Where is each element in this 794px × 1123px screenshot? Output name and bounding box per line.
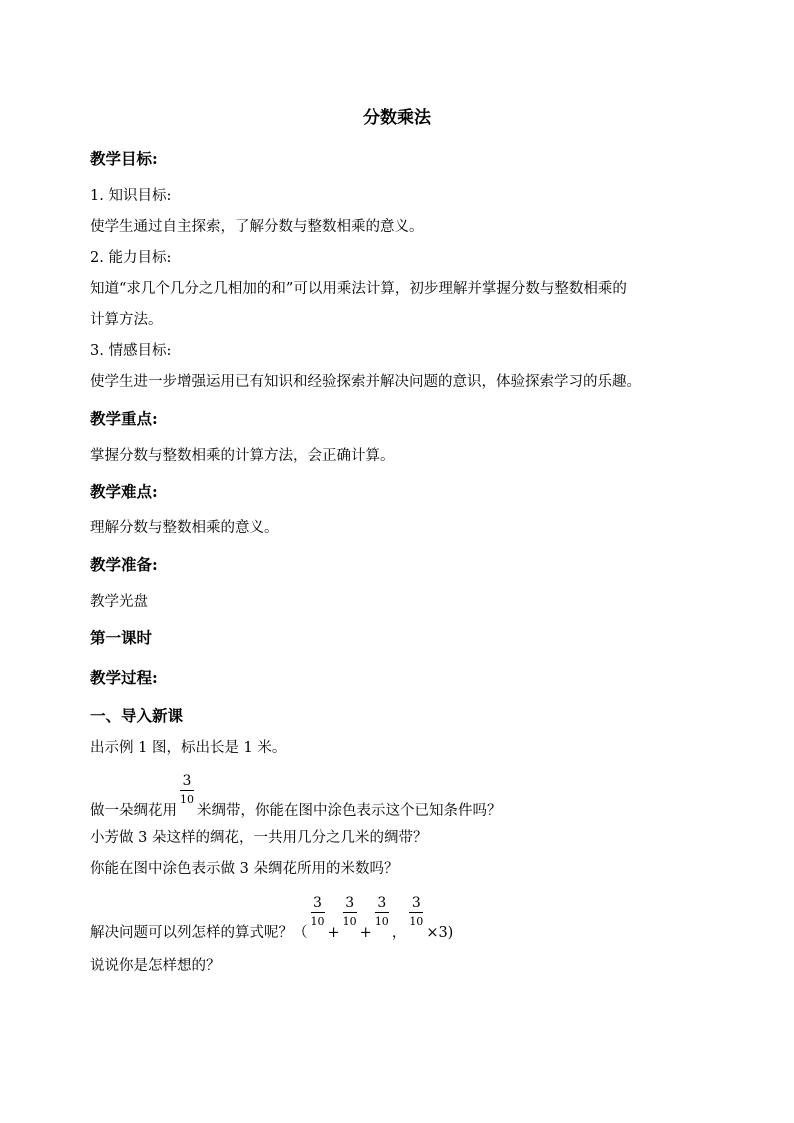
document-title: 分数乘法 bbox=[363, 108, 431, 128]
goal2-label: 2. 能力目标: bbox=[90, 250, 172, 266]
paragraph-4: 你能在图中涂色表示做 3 朵绸花所用的米数吗？ bbox=[90, 861, 399, 877]
paragraph-3: 小芳做 3 朵这样的绸花，一共用几分之几米的绸带？ bbox=[90, 830, 428, 846]
fraction-denominator: 10 bbox=[310, 915, 325, 928]
prep-heading: 教学准备: bbox=[90, 555, 158, 574]
key-heading: 教学重点: bbox=[90, 409, 158, 428]
fraction-bar bbox=[409, 912, 423, 913]
process-heading: 教学过程: bbox=[90, 668, 158, 687]
fraction-numerator: 3 bbox=[182, 773, 192, 789]
goals-heading: 教学目标: bbox=[90, 149, 158, 168]
fraction-3-10 bbox=[177, 773, 197, 815]
paragraph-5 bbox=[90, 895, 454, 942]
difficulty-text: 理解分数与整数相乘的意义。 bbox=[90, 520, 279, 536]
paragraph-1: 出示例 1 图，标出长是 1 米。 bbox=[90, 740, 287, 756]
fraction-3-10 bbox=[340, 895, 360, 937]
fraction-numerator: 3 bbox=[411, 895, 421, 911]
times-three: ×3) bbox=[426, 925, 454, 941]
goal3-text: 使学生进一步增强运用已有知识和经验探索并解决问题的意识，体验探索学习的乐趣。 bbox=[90, 374, 641, 390]
goal2-text-line2: 计算方法。 bbox=[90, 312, 163, 328]
lesson-heading: 第一课时 bbox=[90, 628, 153, 647]
paragraph-2 bbox=[90, 773, 502, 820]
goal2-text-line1: 知道“求几个几分之几相加的和”可以用乘法计算，初步理解并掌握分数与整数相乘的 bbox=[90, 281, 627, 297]
fraction-bar bbox=[311, 912, 325, 913]
goal1-text: 使学生通过自主探索，了解分数与整数相乘的意义。 bbox=[90, 219, 424, 235]
plus-sign: + bbox=[327, 925, 340, 941]
fraction-3-10 bbox=[372, 895, 392, 937]
prep-text: 教学光盘 bbox=[90, 594, 148, 610]
fraction-denominator: 10 bbox=[180, 793, 194, 806]
section1-heading: 一、导入新课 bbox=[90, 706, 184, 725]
fraction-denominator: 10 bbox=[374, 915, 389, 928]
paragraph-6: 说说你是怎样想的？ bbox=[90, 958, 221, 974]
paragraph-2-before: 做一朵绸花用 bbox=[90, 803, 177, 819]
fraction-numerator: 3 bbox=[345, 895, 355, 911]
fraction-bar bbox=[343, 912, 357, 913]
fraction-denominator: 10 bbox=[342, 915, 357, 928]
goal3-label: 3. 情感目标: bbox=[90, 343, 172, 359]
fraction-bar bbox=[375, 912, 389, 913]
paragraph-5-before: 解决问题可以列怎样的算式呢？（ bbox=[90, 925, 308, 941]
plus-sign: + bbox=[359, 925, 372, 941]
paragraph-2-after: 米绸带，你能在图中涂色表示这个已知条件吗？ bbox=[197, 803, 502, 819]
fraction-denominator: 10 bbox=[409, 915, 424, 928]
fraction-3-10 bbox=[406, 895, 426, 937]
difficulty-heading: 教学难点: bbox=[90, 482, 158, 501]
fraction-bar bbox=[180, 790, 194, 791]
fraction-3-10 bbox=[308, 895, 328, 937]
comma: ， bbox=[391, 925, 407, 941]
fraction-numerator: 3 bbox=[313, 895, 322, 911]
fraction-numerator: 3 bbox=[377, 895, 387, 911]
key-text: 掌握分数与整数相乘的计算方法，会正确计算。 bbox=[90, 448, 395, 464]
goal1-label: 1. 知识目标: bbox=[90, 188, 172, 204]
